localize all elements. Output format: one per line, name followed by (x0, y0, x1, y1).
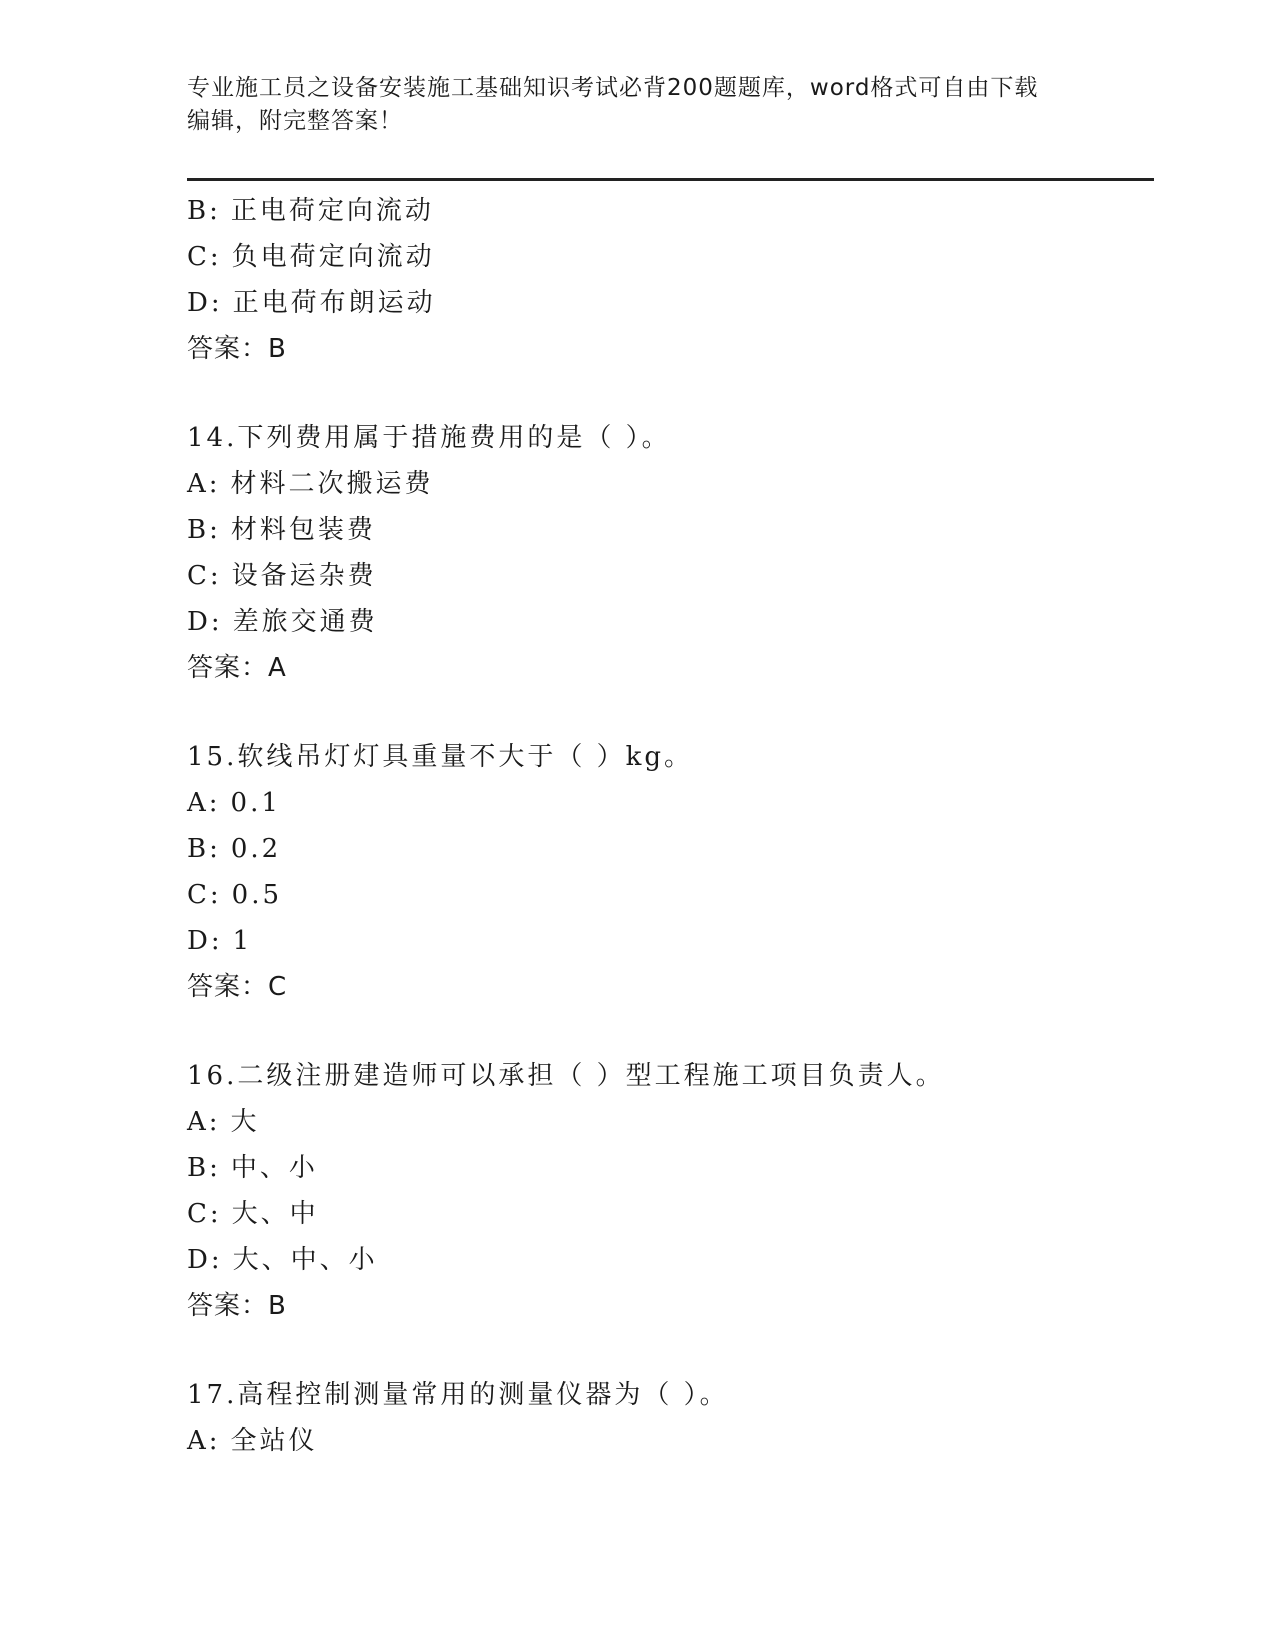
option-text: 全站仪 (230, 1426, 318, 1456)
option-prefix: D: (187, 926, 223, 956)
option-c (187, 234, 1147, 280)
question-16 (187, 1053, 1147, 1329)
answer: 答案：C (187, 972, 288, 1002)
option-b (187, 826, 1147, 872)
option-b (187, 188, 1147, 234)
option-c (187, 553, 1147, 599)
option-a (187, 1418, 1147, 1464)
spacer (187, 372, 1147, 415)
header-title-line-1: 专业施工员之设备安装施工基础知识考试必背200题题库，word格式可自由下载 (187, 75, 1039, 101)
question-stem: 17.高程控制测量常用的测量仪器为（ ）。 (187, 1380, 729, 1410)
question-17 (187, 1372, 1147, 1464)
option-c (187, 872, 1147, 918)
option-prefix: A: (187, 1426, 221, 1456)
question-15 (187, 734, 1147, 1010)
option-prefix: B: (187, 1153, 221, 1183)
option-c (187, 1191, 1147, 1237)
option-prefix: B: (187, 834, 221, 864)
question-list (187, 188, 1147, 1464)
option-text: 材料包装费 (230, 515, 376, 545)
option-d (187, 918, 1147, 964)
option-text: 中、小 (230, 1153, 318, 1183)
question-13-tail (187, 188, 1147, 372)
option-text: 大、中 (231, 1199, 319, 1229)
option-prefix: C: (187, 561, 222, 591)
option-text: 差旅交通费 (232, 607, 378, 637)
answer: 答案：B (187, 1291, 287, 1321)
option-b (187, 507, 1147, 553)
spacer (187, 691, 1147, 734)
spacer (187, 1010, 1147, 1053)
option-prefix: A: (187, 1107, 221, 1137)
option-prefix: C: (187, 1199, 222, 1229)
option-text: 正电荷布朗运动 (232, 288, 436, 318)
option-prefix: A: (187, 469, 221, 499)
option-prefix: B: (187, 196, 221, 226)
option-prefix: B: (187, 515, 221, 545)
header-divider (187, 178, 1154, 181)
option-a (187, 1099, 1147, 1145)
question-14 (187, 415, 1147, 691)
option-text: 0.1 (230, 788, 281, 818)
document-header (187, 72, 1087, 138)
question-stem: 15.软线吊灯灯具重量不大于（ ）kg。 (187, 742, 694, 772)
option-prefix: D: (187, 1245, 223, 1275)
option-text: 1 (232, 926, 253, 956)
option-d (187, 280, 1147, 326)
option-d (187, 599, 1147, 645)
option-text: 大 (230, 1107, 260, 1137)
answer: 答案：B (187, 334, 287, 364)
option-text: 设备运杂费 (231, 561, 377, 591)
option-text: 负电荷定向流动 (231, 242, 435, 272)
header-title-line-2: 编辑，附完整答案！ (187, 108, 403, 134)
option-text: 正电荷定向流动 (230, 196, 434, 226)
option-text: 0.5 (231, 880, 283, 910)
option-text: 0.2 (230, 834, 282, 864)
option-a (187, 780, 1147, 826)
question-stem: 16.二级注册建造师可以承担（ ）型工程施工项目负责人。 (187, 1061, 945, 1091)
option-prefix: D: (187, 288, 223, 318)
option-b (187, 1145, 1147, 1191)
question-stem: 14.下列费用属于措施费用的是（ ）。 (187, 423, 671, 453)
option-prefix: A: (187, 788, 221, 818)
option-d (187, 1237, 1147, 1283)
option-text: 材料二次搬运费 (230, 469, 434, 499)
spacer (187, 1329, 1147, 1372)
option-text: 大、中、小 (232, 1245, 378, 1275)
option-prefix: C: (187, 880, 222, 910)
option-prefix: C: (187, 242, 222, 272)
option-prefix: D: (187, 607, 223, 637)
option-a (187, 461, 1147, 507)
answer: 答案：A (187, 653, 287, 683)
